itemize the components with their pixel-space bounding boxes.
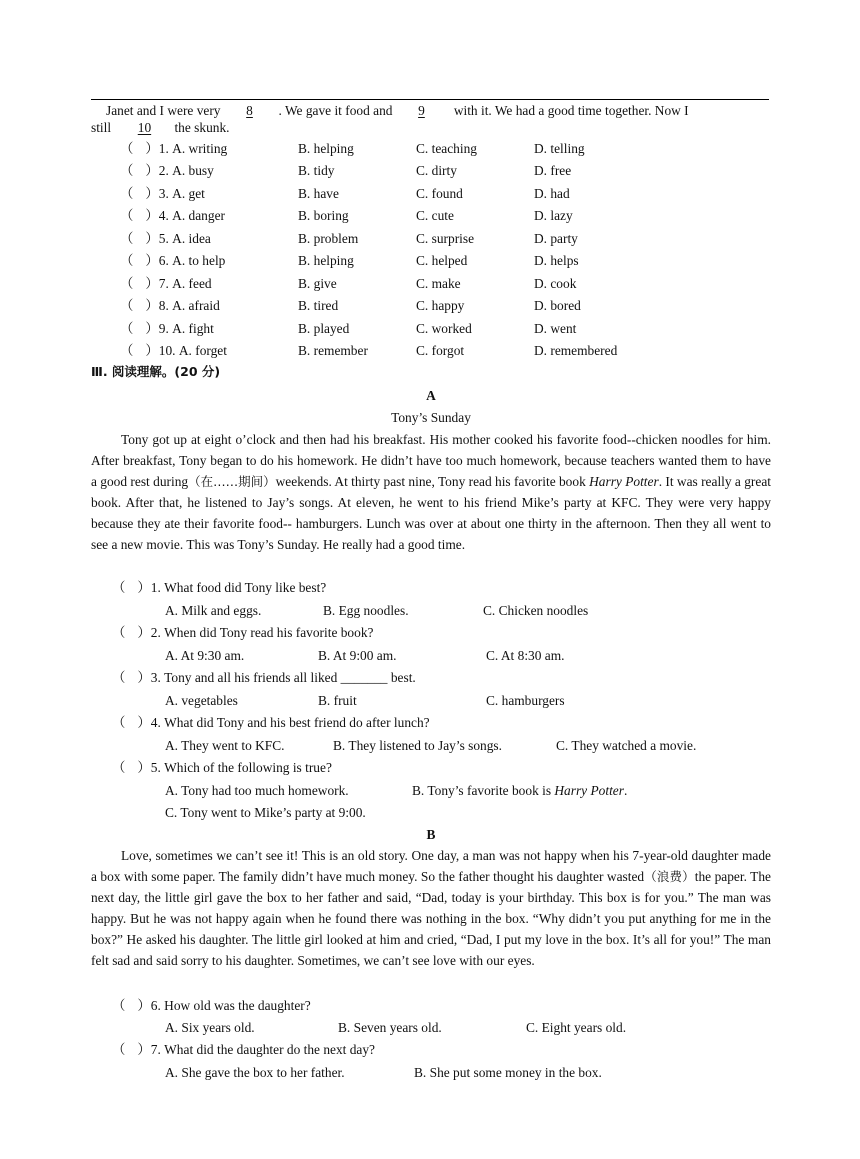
option-b: B. Egg noodles. (323, 603, 409, 618)
option-d: D. remembered (534, 343, 618, 358)
answer-paren[interactable]: （ (112, 625, 126, 640)
option-b: B. remember (298, 343, 368, 358)
question-text: ）4. What did Tony and his best friend do after lunch? (137, 715, 430, 730)
answer-paren[interactable]: （ (112, 580, 126, 595)
option-c: C. They watched a movie. (556, 738, 697, 753)
option-c: C. Eight years old. (526, 1020, 627, 1035)
answer-paren[interactable]: （ (120, 321, 134, 336)
option-c: C. helped (416, 253, 468, 268)
option-row (120, 322, 214, 335)
option-c: C. make (416, 276, 461, 291)
option-c: C. forgot (416, 343, 465, 358)
option-row (120, 254, 225, 267)
option-c: C. found (416, 186, 463, 201)
cloze-text-line-1 (106, 104, 689, 117)
option-row (120, 142, 227, 155)
answer-paren[interactable]: （ (112, 670, 126, 685)
option-d: D. bored (534, 298, 581, 313)
option-b: B. helping (298, 253, 354, 268)
option-c: C. Chicken noodles (483, 603, 589, 618)
book-title: Harry Potter (554, 783, 624, 798)
answer-paren[interactable]: （ (120, 163, 134, 178)
option-b: B. tidy (298, 163, 335, 178)
option-d: D. telling (534, 141, 585, 156)
question-2 (112, 626, 373, 639)
passage-label: B (426, 827, 436, 842)
passage-label: A (426, 388, 436, 403)
option-d: D. lazy (534, 208, 573, 223)
option-text: B. Tony’s favorite book is (412, 783, 555, 798)
option-c: C. surprise (416, 231, 475, 246)
answer-paren[interactable]: （ (112, 998, 126, 1013)
option-d: D. helps (534, 253, 579, 268)
option-row (120, 164, 214, 177)
question-6 (112, 999, 311, 1012)
option-row (120, 277, 212, 290)
option-a: A. Milk and eggs. (165, 603, 262, 618)
question-3 (112, 671, 416, 684)
option-d: D. went (534, 321, 577, 336)
option-c: C. happy (416, 298, 465, 313)
option-row (120, 232, 211, 245)
option-b: B. played (298, 321, 350, 336)
option-row (120, 344, 227, 357)
passage-text: . It was really a great book. After that, he listened to Jay’s songs. At eleven, he went to his friend Mike’s party at KFC. They were very happy because they ate their favorite food-- hamburgers. Lunch was over at about one thirty in the afternoon. Then they all went to see a new movie. This was Tony’s Sunday. He really had a good time. (91, 474, 771, 552)
question-text: ）2. When did Tony read his favorite book? (137, 625, 374, 640)
answer-paren[interactable]: （ (120, 208, 134, 223)
chinese-gloss: （浪费） (644, 869, 695, 884)
option-b: B. boring (298, 208, 349, 223)
answer-paren[interactable]: （ (120, 186, 134, 201)
answer-paren[interactable]: （ (120, 276, 134, 291)
question-number-option-a: ）7. A. feed (145, 276, 212, 291)
option-b: B. At 9:00 am. (318, 648, 397, 663)
option-a: A. Six years old. (165, 1020, 255, 1035)
answer-paren[interactable]: （ (120, 141, 134, 156)
question-number-option-a: ）3. A. get (145, 186, 205, 201)
option-d: D. party (534, 231, 578, 246)
question-text: ）3. Tony and all his friends all liked _______ best. (137, 670, 416, 685)
option-row (120, 187, 205, 200)
question-number-option-a: ）2. A. busy (145, 163, 214, 178)
passage-text: Tony got up at eight o’clock and then had his breakfast. His mother cooked his favorite food--chicken noodles for him. After breakfast, Tony began to do his homework. He didn’t have too much homework, because teachers wanted them to have a good rest during (91, 432, 771, 489)
option-a: A. vegetables (165, 693, 238, 708)
cloze-text: with it. We had a good time together. Now I (450, 103, 689, 118)
header-rule (91, 99, 769, 100)
option-d: D. had (534, 186, 570, 201)
passage-text: the paper. The next day, the little girl gave the box to her father and said, “Dad, today is your birthday. This box is for you.” The man was happy. But he was not happy again when he found there was nothing in the box. “Why didn’t you put anything for me in the box?” He asked his daughter. The little girl looked at him and cried, “Dad, I put my love in the box. It’s all for you!” The man felt sad and said sorry to his daughter. Sometimes, we can’t see love with our eyes. (91, 869, 771, 968)
option-row (120, 209, 225, 222)
cloze-text-line-2 (91, 121, 230, 134)
answer-paren[interactable]: （ (120, 231, 134, 246)
option-a: A. They went to KFC. (165, 738, 285, 753)
cloze-text: still (91, 120, 115, 135)
option-c: C. At 8:30 am. (486, 648, 565, 663)
option-c: C. hamburgers (486, 693, 565, 708)
question-7 (112, 1043, 375, 1056)
answer-paren[interactable]: （ (120, 343, 134, 358)
passage-text: weekends. At thirty past nine, Tony read his favorite book (275, 474, 590, 489)
option-c: C. cute (416, 208, 454, 223)
cloze-text: the skunk. (174, 120, 230, 135)
chinese-gloss: （在……期间） (188, 474, 276, 489)
option-a: A. She gave the box to her father. (165, 1065, 345, 1080)
answer-paren[interactable]: （ (112, 715, 126, 730)
question-number-option-a: ）10. A. forget (145, 343, 227, 358)
question-number-option-a: ）8. A. afraid (145, 298, 220, 313)
question-number-option-a: ）9. A. fight (145, 321, 214, 336)
option-a: A. Tony had too much homework. (165, 783, 349, 798)
passage-text: Love, sometimes we can’t see it! This is an old story. One day, a man was not happy when his 7-year-old daughter made a box with some paper. The family didn’t have much money. So the father thought his daughter wasted (91, 848, 771, 884)
option-d: D. cook (534, 276, 577, 291)
passage-title: Tony’s Sunday (391, 410, 471, 425)
question-text: ）1. What food did Tony like best? (137, 580, 327, 595)
question-number-option-a: ）5. A. idea (145, 231, 211, 246)
option-c: C. worked (416, 321, 472, 336)
book-title: Harry Potter (589, 474, 659, 489)
option-row (120, 299, 220, 312)
blank-10: 10 (137, 120, 152, 135)
blank-9: 9 (418, 103, 425, 118)
option-a: A. At 9:30 am. (165, 648, 245, 663)
answer-paren[interactable]: （ (112, 1042, 126, 1057)
option-b: B. She put some money in the box. (414, 1065, 602, 1080)
passage-b-text (91, 845, 771, 971)
question-number-option-a: ）1. A. writing (145, 141, 228, 156)
question-number-option-a: ）4. A. danger (145, 208, 225, 223)
option-b: B. have (298, 186, 339, 201)
question-text: ）5. Which of the following is true? (137, 760, 332, 775)
option-c: C. Tony went to Mike’s party at 9:00. (165, 805, 366, 820)
section-heading: Ⅲ. 阅读理解。(20 分) (91, 364, 221, 379)
option-b: B. problem (298, 231, 359, 246)
cloze-text: . We gave it food and (278, 103, 393, 118)
option-text: . (623, 783, 628, 798)
option-b: B. They listened to Jay’s songs. (333, 738, 502, 753)
question-5 (112, 761, 332, 774)
answer-paren[interactable]: （ (112, 760, 126, 775)
option-b: B. fruit (318, 693, 357, 708)
option-b: B. tired (298, 298, 339, 313)
option-b: B. Seven years old. (338, 1020, 442, 1035)
option-b (412, 784, 627, 797)
question-number-option-a: ）6. A. to help (145, 253, 226, 268)
question-text: ）6. How old was the daughter? (137, 998, 311, 1013)
question-4 (112, 716, 430, 729)
blank-8: 8 (246, 103, 253, 118)
question-text: ）7. What did the daughter do the next day? (137, 1042, 376, 1057)
question-1 (112, 581, 326, 594)
cloze-text: Janet and I were very (106, 103, 221, 118)
answer-paren[interactable]: （ (120, 253, 134, 268)
option-b: B. helping (298, 141, 354, 156)
passage-a-text (91, 429, 771, 555)
option-c: C. teaching (416, 141, 477, 156)
answer-paren[interactable]: （ (120, 298, 134, 313)
option-d: D. free (534, 163, 572, 178)
option-c: C. dirty (416, 163, 457, 178)
option-b: B. give (298, 276, 337, 291)
